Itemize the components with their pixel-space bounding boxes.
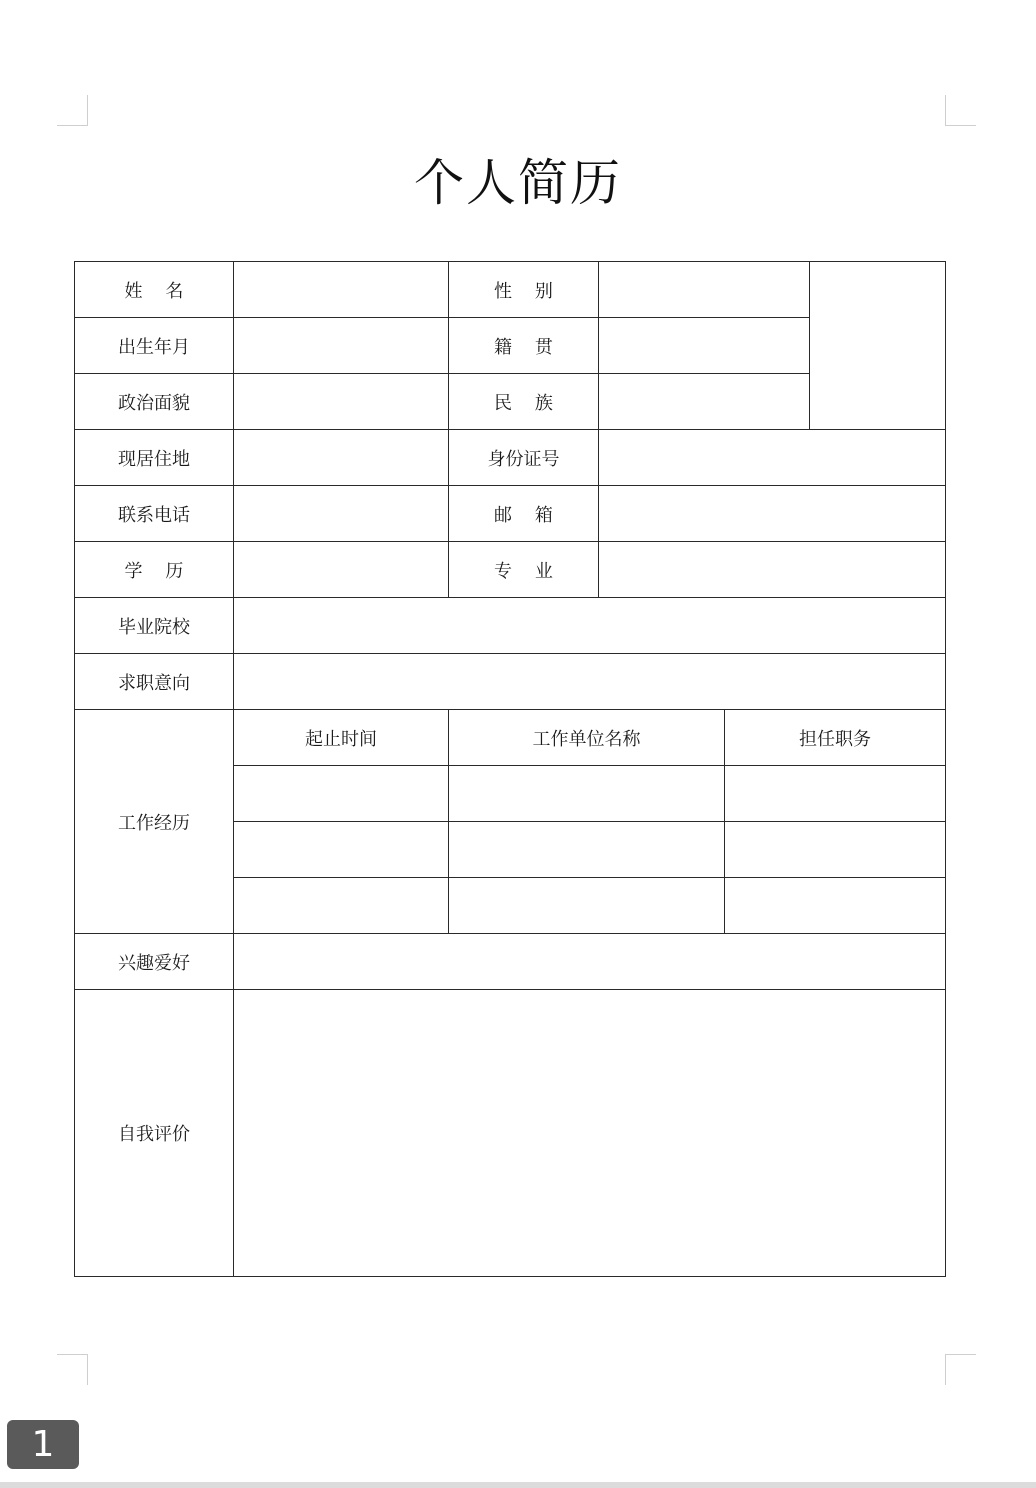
- self-evaluation-label: 自我评价: [75, 990, 234, 1277]
- residence-field[interactable]: [234, 430, 449, 486]
- work-position-cell[interactable]: [725, 878, 946, 934]
- school-field[interactable]: [234, 598, 946, 654]
- email-label: 邮 箱: [449, 486, 599, 542]
- work-period-header: 起止时间: [234, 710, 449, 766]
- work-position-cell[interactable]: [725, 766, 946, 822]
- table-row: [75, 430, 946, 486]
- resume-table: [74, 261, 946, 1277]
- birth-field[interactable]: [234, 318, 449, 374]
- residence-label: 现居住地: [75, 430, 234, 486]
- document-title: 个人简历: [414, 154, 622, 212]
- crop-mark-top-right: [945, 95, 976, 126]
- bottom-bar: [0, 1482, 1036, 1488]
- work-period-cell[interactable]: [234, 822, 449, 878]
- political-status-label: 政治面貌: [75, 374, 234, 430]
- table-row: [75, 542, 946, 598]
- crop-mark-bottom-right: [945, 1354, 976, 1385]
- table-row: [75, 654, 946, 710]
- photo-box[interactable]: [810, 262, 946, 430]
- work-position-header: 担任职务: [725, 710, 946, 766]
- table-row: [75, 934, 946, 990]
- school-label: 毕业院校: [75, 598, 234, 654]
- table-row: [75, 486, 946, 542]
- work-position-cell[interactable]: [725, 822, 946, 878]
- email-field[interactable]: [599, 486, 946, 542]
- phone-label: 联系电话: [75, 486, 234, 542]
- work-employer-cell[interactable]: [449, 766, 725, 822]
- table-row: [75, 990, 946, 1277]
- major-field[interactable]: [599, 542, 946, 598]
- ethnicity-field[interactable]: [599, 374, 810, 430]
- self-evaluation-field[interactable]: [234, 990, 946, 1277]
- work-period-cell[interactable]: [234, 878, 449, 934]
- work-employer-header: 工作单位名称: [449, 710, 725, 766]
- political-status-field[interactable]: [234, 374, 449, 430]
- table-row: [75, 710, 946, 766]
- hometown-field[interactable]: [599, 318, 810, 374]
- gender-label: 性 别: [449, 262, 599, 318]
- job-intention-label: 求职意向: [75, 654, 234, 710]
- name-label: 姓 名: [75, 262, 234, 318]
- crop-mark-top-left: [57, 95, 88, 126]
- work-employer-cell[interactable]: [449, 822, 725, 878]
- education-field[interactable]: [234, 542, 449, 598]
- education-label: 学 历: [75, 542, 234, 598]
- major-label: 专 业: [449, 542, 599, 598]
- hobbies-label: 兴趣爱好: [75, 934, 234, 990]
- job-intention-field[interactable]: [234, 654, 946, 710]
- crop-mark-bottom-left: [57, 1354, 88, 1385]
- id-number-label: 身份证号: [449, 430, 599, 486]
- table-row: [75, 598, 946, 654]
- phone-field[interactable]: [234, 486, 449, 542]
- name-field[interactable]: [234, 262, 449, 318]
- hometown-label: 籍 贯: [449, 318, 599, 374]
- ethnicity-label: 民 族: [449, 374, 599, 430]
- birth-label: 出生年月: [75, 318, 234, 374]
- table-row: [75, 262, 946, 318]
- id-number-field[interactable]: [599, 430, 946, 486]
- hobbies-field[interactable]: [234, 934, 946, 990]
- work-period-cell[interactable]: [234, 766, 449, 822]
- page-number-badge[interactable]: 1: [7, 1420, 79, 1469]
- work-employer-cell[interactable]: [449, 878, 725, 934]
- gender-field[interactable]: [599, 262, 810, 318]
- work-experience-label: 工作经历: [75, 710, 234, 934]
